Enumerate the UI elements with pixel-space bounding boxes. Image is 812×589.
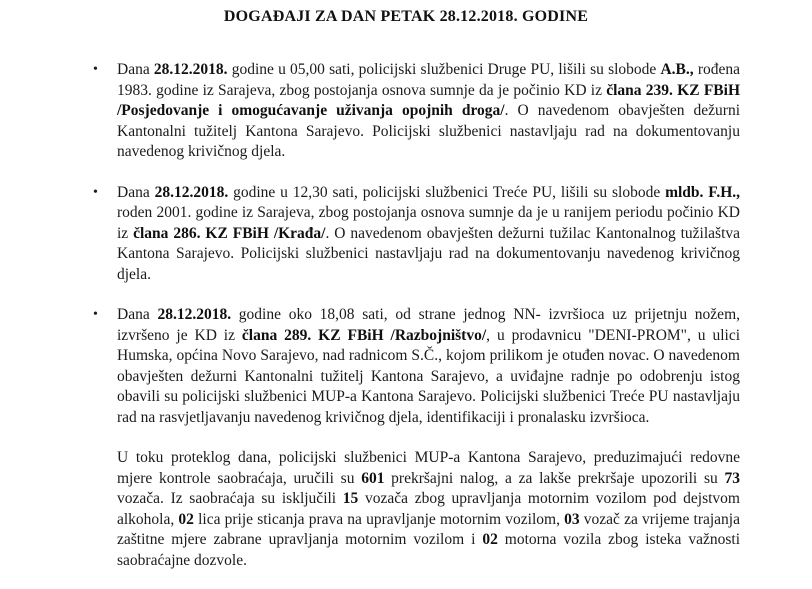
paragraph-text: U toku proteklog dana, policijski službenici MUP-a Kantona Sarajevo, preduzimajući redovne mjere kontrole saobraćaja, uručili su 601 prekršajni nalog, a za lakše prekršaje upozorili su 73 vozača. Iz saobraćaja su isključili 15 vozača zbog upravljanja motornim vozilom pod dejstvom alkohola, 02 lica prije sticanja prava na upravljanje motornim vozilom, 03 vozač za vrijeme trajanja zaštitne mjere zabrane upravljanja motornim vozilom i 02 motorna vozila zbog isteka važnosti saobraćajne dozvole.	[117, 449, 740, 569]
paragraph-text: Dana 28.12.2018. godine u 12,30 sati, policijski službenici Treće PU, lišili su slobode mldb. F.H., roden 2001. godine iz Sarajeva, zbog postojanja osnova sumnje da je u ranijem periodu počinio KD iz člana 286. KZ FBiH /Krađa/. O navedenom obavješten dežurni tužilac Kantonalnog tužilaštva Kantona Sarajevo. Policijski službenici nastavljaju rad na dokumentovanju navedenog krivičnog djela.	[117, 183, 741, 283]
bullet-marker-icon: •	[93, 184, 98, 200]
document-title: DOGAĐAJI ZA DAN PETAK 28.12.2018. GODINE	[223, 8, 589, 25]
bullet-item	[93, 183, 740, 286]
document-body	[93, 60, 740, 571]
bullet-marker-icon: •	[93, 62, 98, 77]
paragraph-text: Dana 28.12.2018. godine oko 18,08 sati, od strane jednog NN- izvršioca uz prijetnju nožem, izvršeno je KD iz člana 289. KZ FBiH /Razbojništvo/, u prodavnicu "DENI-PROM", u ulici Humska, općina Novo Sarajevo, nad radnicom S.Č., kojom prilikom je otuđen novac. O navedenom obavješten dežurni Kantonalni tužitelj Kantona Sarajevo, a uviđajne radnje po odobrenju istog obavili su policijski službenici MUP-a Kantona Sarajevo. Policijski službenici Treće PU nastavljaju rad na rasvjetljavanju navedenog krivičnog djela, identifikaciji i pronalasku izvršioca.	[117, 306, 740, 426]
paragraph-text: Dana 28.12.2018. godine u 05,00 sati, policijski službenici Druge PU, lišili su slobode A.B., rođena 1983. godine iz Sarajeva, zbog postojanja osnova sumnje da je počinio KD iz člana 239. KZ FBiH /Posjedovanje i omogućavanje uživanja opojnih droga/. O navedenom obavješten dežurni Kantonalni tužitelj Kantona Sarajevo. Policijski službenici nastavljaju rad na dokumentovanju navedenog krivičnog djela.	[117, 61, 741, 160]
bullet-marker-icon: •	[93, 307, 98, 322]
bullet-item	[93, 60, 740, 163]
bullet-item	[93, 305, 740, 428]
paragraph	[93, 448, 740, 571]
